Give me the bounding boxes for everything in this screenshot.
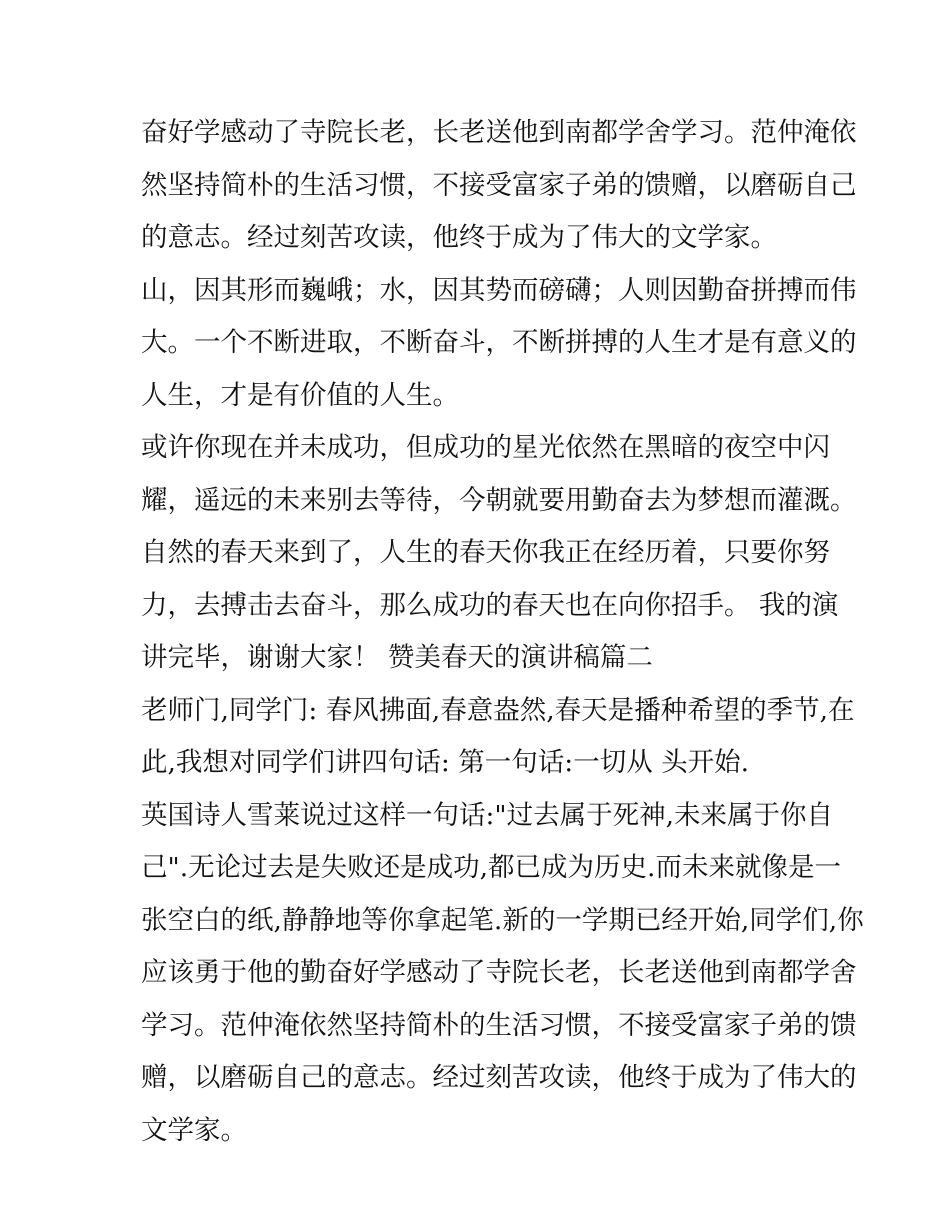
text-line: 的意志。经过刻苦攻读，他终于成为了伟大的文学家。	[141, 222, 777, 253]
text-line: 英国诗人雪莱说过这样一句话:"过去属于死神,未来属于你自	[141, 799, 834, 831]
text-line: 然坚持简朴的生活习惯，不接受富家子弟的馈赠，以磨砺自己	[141, 169, 857, 201]
text-line: 应该勇于他的勤奋好学感动了寺院长老，长老送他到南都学舍	[141, 957, 857, 988]
text-line: 讲完毕，谢谢大家！ 赞美春天的演讲稿篇二	[141, 642, 653, 673]
text-line: 或许你现在并未成功，但成功的星光依然在黑暗的夜空中闪	[141, 432, 830, 463]
text-line: 山，因其形而巍峨；水，因其势而磅礴；人则因勤奋拼搏而伟	[141, 274, 857, 306]
text-line: 自然的春天来到了，人生的春天你我正在经历着，只要你努	[141, 537, 830, 568]
body-text	[141, 107, 864, 1157]
text-line: 大。一个不断进取，不断奋斗，不断拼搏的人生才是有意义的	[141, 327, 857, 358]
text-line: 己".无论过去是失败还是成功,都已成为历史.而未来就像是一	[141, 852, 841, 883]
text-line: 力，去搏击去奋斗，那么成功的春天也在向你招手。 我的演	[141, 589, 839, 621]
text-line: 赠，以磨砺自己的意志。经过刻苦攻读，他终于成为了伟大的	[141, 1062, 857, 1093]
text-line: 人生，才是有价值的人生。	[141, 379, 459, 411]
text-line: 奋好学感动了寺院长老，长老送他到南都学舍学习。范仲淹依	[141, 117, 857, 148]
text-line: 老师门,同学门: 春风拂面,春意盎然,春天是播种希望的季节,在	[141, 694, 855, 726]
text-line: 此,我想对同学们讲四句话: 第一句话:一切从 头开始.	[141, 747, 750, 778]
text-line: 张空白的纸,静静地等你拿起笔.新的一学期已经开始,同学们,你	[141, 904, 864, 936]
text-line: 文学家。	[141, 1114, 247, 1146]
text-line: 耀，遥远的未来别去等待，今朝就要用勤奋去为梦想而灌溉。	[141, 484, 857, 516]
text-line: 学习。范仲淹依然坚持简朴的生活习惯，不接受富家子弟的馈	[141, 1009, 857, 1041]
